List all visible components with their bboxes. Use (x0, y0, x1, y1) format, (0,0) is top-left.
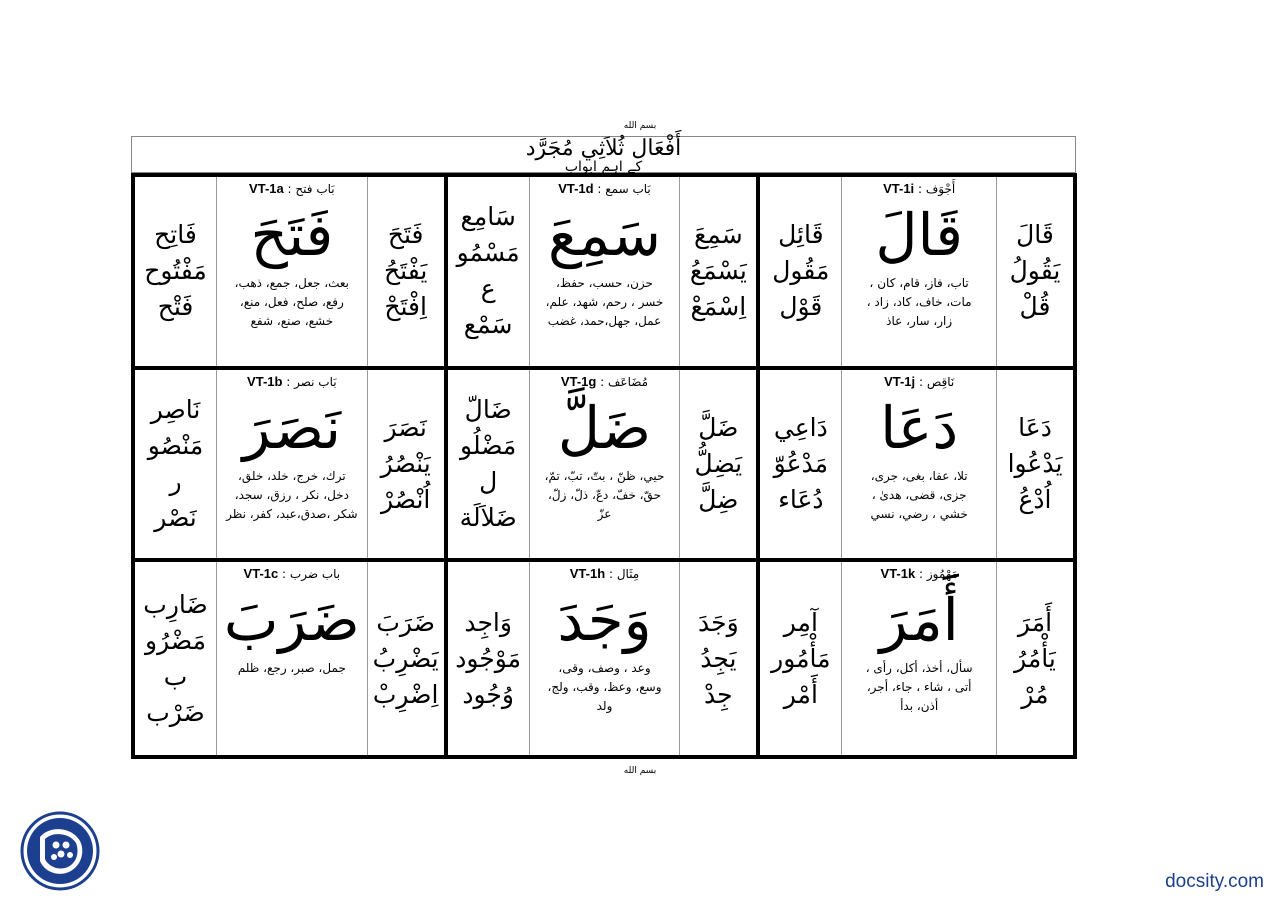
form-word: يَقُولُ (1009, 256, 1061, 286)
bab-root-word: ضَرَبَ (223, 586, 360, 655)
example-line: سأل، أخذ، أكل، رأى ، (865, 661, 973, 676)
form-word: قَالَ (1016, 220, 1054, 250)
basmala-top: بسم الله (623, 121, 657, 131)
bab-name: بَاب فتح (295, 182, 335, 196)
bab-main-column (217, 370, 368, 559)
bab-cell (760, 562, 1073, 755)
bab-root-word: سَمِعَ (548, 201, 661, 269)
example-line: خشي ، رضي، نسي (870, 506, 968, 521)
form-word: اِفْتَحْ (384, 292, 427, 322)
verb-forms (1014, 605, 1056, 713)
bab-heading (884, 374, 954, 389)
bab-cell (135, 370, 448, 563)
verb-forms (1008, 410, 1063, 518)
form-word: اِسْمَعْ (690, 292, 747, 322)
bab-examples (222, 467, 361, 524)
derived-forms (771, 605, 830, 713)
form-word: يَجِدُ (700, 643, 737, 673)
bab-heading (561, 374, 648, 389)
verb-forms-column (997, 370, 1073, 559)
bab-examples (863, 274, 976, 331)
bab-name: نَاقِص (926, 374, 955, 389)
example-line: حقّ، خفّ، دعّ، ذلّ، زلّ، (548, 487, 661, 502)
form-word: جِدْ (704, 679, 733, 709)
form-word: ضَالّ (464, 394, 512, 424)
bab-cell (760, 177, 1073, 370)
form-word: يَفْتَحُ (384, 256, 428, 286)
form-word: قُلْ (1019, 292, 1051, 322)
derived-forms (143, 587, 207, 731)
verb-forms (381, 410, 431, 518)
form-word: وَجَدَ (698, 607, 739, 637)
form-word: ضَرَبَ (376, 607, 435, 637)
bab-root-word: نَصَرَ (242, 393, 342, 462)
form-word: مَضْرُو (145, 625, 206, 655)
form-word: مُرْ (1021, 679, 1049, 709)
derived-forms-column (448, 177, 530, 366)
derived-forms-column (448, 562, 530, 755)
form-word: يَدْعُوا (1007, 448, 1063, 478)
form-word: ر (169, 466, 182, 496)
bab-name: مُضَاعَف (608, 374, 649, 389)
verb-forms-column (997, 562, 1073, 755)
bab-name: بَاب نصر (294, 374, 337, 389)
bab-root-word: قَالَ (875, 201, 963, 269)
bab-main-column (530, 370, 681, 559)
form-word: فَتَحَ (387, 220, 424, 250)
verb-forms (695, 410, 743, 518)
bab-cell (448, 562, 761, 755)
form-word: دَعَا (1018, 412, 1052, 442)
bab-root-word: ضَلَّ (557, 393, 652, 462)
form-word: يَضِلُّ (694, 448, 743, 478)
form-word: مَقُول (772, 256, 830, 286)
bab-main-column (530, 562, 681, 755)
example-line: جزى، قضى، هدىٰ ، (871, 487, 967, 502)
separator: : (915, 374, 927, 389)
basmala-bottom: بسم الله (623, 766, 657, 776)
form-word: يَضْرِبُ (372, 643, 439, 673)
example-line: شكر ،صدق،عبد، كفر، نظر (226, 506, 358, 521)
bab-main-column (842, 370, 997, 559)
form-word: ب (163, 661, 188, 691)
bab-heading (247, 374, 337, 389)
derived-forms (144, 217, 207, 325)
bab-cell (448, 370, 761, 563)
bab-code: VT-1j (884, 373, 916, 389)
form-word: أَمَرَ (1017, 607, 1053, 637)
form-word: دُعَاء (778, 484, 824, 514)
bab-cell (135, 177, 448, 370)
form-word: مَفْتُوح (144, 256, 207, 286)
verb-forms (384, 217, 427, 325)
example-line: بعث، جعل، جمع، ذهب، (234, 276, 349, 290)
example-line: حيي، ظنّ ، بتّ، تبّ، تمّ، (544, 468, 665, 483)
bab-heading (244, 566, 341, 581)
example-line: جمل، صبر، رجع، ظلم (237, 661, 346, 676)
form-word: ضَارِب (143, 589, 208, 619)
brand-link[interactable]: docsity.com (1165, 871, 1264, 892)
bab-examples (862, 659, 977, 716)
form-word: نَصَرَ (384, 412, 427, 442)
form-word: ضَلاَلَة (459, 502, 517, 532)
separator: : (593, 182, 606, 196)
form-word: فَتْح (157, 292, 194, 322)
derived-forms-column (135, 177, 217, 366)
page-subtitle: کے اہم ابواب (564, 159, 643, 175)
bab-code: VT-1k (880, 566, 916, 582)
bab-examples (543, 659, 665, 716)
form-word: مَنْصُو (147, 430, 204, 460)
form-word: مَأْمُور (771, 643, 831, 673)
derived-forms (774, 410, 828, 518)
form-word: ضَرْب (146, 697, 205, 727)
form-word: فَاتِح (154, 220, 197, 250)
separator: : (283, 182, 296, 196)
example-line: مات، خاف، كاد، زاد ، (866, 295, 972, 309)
verb-forms-column (680, 177, 756, 366)
title-box (131, 136, 1076, 173)
example-line: عزّ (597, 506, 612, 521)
derived-forms-column (135, 370, 217, 559)
verb-forms-column (997, 177, 1073, 366)
derived-forms-column (135, 562, 217, 755)
form-word: آمِر (783, 607, 818, 637)
bab-name: باب ضرب (289, 567, 341, 582)
form-word: اُنْصُرْ (380, 484, 431, 514)
form-word: مَسْمُو (456, 238, 520, 268)
separator: : (278, 567, 290, 582)
derived-forms-column (760, 562, 842, 755)
example-line: أتى ، شاء ، جاء، أجر، (866, 680, 972, 695)
bab-heading (883, 181, 955, 196)
example-line: أذن، بدأ (900, 699, 939, 714)
form-word: نَاصِر (150, 394, 201, 424)
example-line: زار، سار، عاذ (886, 314, 953, 328)
example-line: خسر ، رحم، شهد، علم، (545, 295, 664, 309)
verb-forms (1010, 217, 1061, 325)
verb-forms (698, 605, 739, 713)
form-word: ضَلَّ (698, 412, 739, 442)
bab-examples (231, 274, 353, 331)
bab-code: VT-1d (558, 181, 594, 196)
bab-cell (448, 177, 761, 370)
derived-forms (460, 392, 517, 536)
bab-name: مَهْمُوز (926, 567, 958, 582)
form-word: يَأْمُرُ (1014, 643, 1056, 673)
separator: : (596, 374, 608, 389)
verb-forms-column (368, 562, 444, 755)
bab-examples (542, 274, 668, 331)
bab-cell (135, 562, 448, 755)
example-line: حزن، حسب، حفظ، (556, 276, 653, 290)
derived-forms (455, 605, 521, 713)
form-word: قَائِل (778, 220, 824, 250)
bab-name: بَاب سمع (605, 182, 651, 196)
bab-root-word: أَمَرَ (879, 586, 959, 655)
bab-main-column (842, 562, 997, 755)
separator: : (915, 567, 927, 582)
form-word: مَدْعُوّ (773, 448, 829, 478)
example-line: دخل، نكر ، رزق، سجد، (234, 487, 349, 502)
verb-forms (690, 217, 747, 325)
verb-forms (373, 605, 439, 713)
bab-heading (249, 181, 335, 196)
verb-forms-column (680, 562, 756, 755)
form-word: وُجُود (462, 679, 514, 709)
bab-main-column (842, 177, 997, 366)
page-title: أَفْعَال ثُلاَثِي مُجَرَّد (525, 136, 682, 161)
bab-root-word: وَجَدَ (557, 586, 652, 655)
bab-root-word: فَتَحَ (250, 201, 334, 269)
docsity-logo-icon[interactable] (20, 811, 100, 891)
example-line: ولد (596, 699, 613, 714)
form-word: نَصْر (154, 502, 197, 532)
verb-forms-column (368, 370, 444, 559)
form-word: سَامِع (460, 202, 516, 232)
form-word: ضِلَّ (698, 484, 739, 514)
form-word: ل (479, 466, 498, 496)
bab-code: VT-1g (560, 373, 597, 389)
bab-heading (881, 566, 958, 581)
derived-forms (772, 217, 829, 325)
form-word: اُدْعُ (1018, 484, 1052, 514)
bab-name: أَجْوَف (925, 182, 956, 196)
form-word: مَضْلُو (460, 430, 517, 460)
bab-code: VT-1i (883, 181, 915, 196)
derived-forms (457, 199, 520, 343)
example-line: وعد ، وصف، وقى، (558, 661, 651, 676)
bab-examples (541, 467, 669, 524)
separator: : (914, 182, 926, 196)
derived-forms (148, 392, 204, 536)
bab-root-word: دَعَا (880, 393, 959, 462)
bab-main-column (217, 562, 368, 755)
bab-examples (234, 659, 350, 678)
derived-forms-column (448, 370, 530, 559)
bab-code: VT-1b (247, 373, 283, 389)
bab-code: VT-1c (243, 566, 279, 582)
verb-forms-column (368, 177, 444, 366)
bab-main-column (217, 177, 368, 366)
bab-heading (558, 181, 651, 196)
separator: : (282, 374, 295, 389)
example-line: خشع، صنع، شفع (250, 314, 334, 328)
bab-heading (570, 566, 640, 581)
example-line: تلا، عفا، بغى، جرى، (870, 468, 968, 483)
form-word: مَوْجُود (455, 643, 522, 673)
form-word: يَسْمَعُ (689, 256, 747, 286)
form-word: وَاجِد (464, 607, 512, 637)
babs-grid (131, 173, 1077, 759)
bab-main-column (530, 177, 681, 366)
form-word: اِضْرِبْ (372, 679, 439, 709)
bab-cell (760, 370, 1073, 563)
form-word: أَمْر (783, 679, 818, 709)
bab-code: VT-1h (569, 566, 606, 582)
form-word: دَاعِي (773, 412, 828, 442)
form-word: سَمْع (463, 310, 513, 340)
form-word: سَمِعَ (693, 220, 743, 250)
form-word: يَنْصُرُ (380, 448, 431, 478)
form-word: ع (480, 274, 496, 304)
example-line: رفع، صلح، فعل، منع، (239, 295, 344, 309)
bab-code: VT-1a (249, 181, 284, 196)
example-line: ترك، خرج، خلد، خلق، (238, 468, 346, 483)
form-word: قَوْل (779, 292, 823, 322)
example-line: تاب، فاز، قام، كان ، (869, 276, 969, 290)
bab-examples (866, 467, 971, 524)
derived-forms-column (760, 177, 842, 366)
verb-forms-column (680, 370, 756, 559)
bab-name: مِثَال (616, 567, 640, 582)
example-line: وسع، وعظ، وقب، ولج، (547, 680, 662, 695)
example-line: عمل، جهل،حمد، غضب (547, 314, 662, 328)
separator: : (605, 567, 617, 582)
derived-forms-column (760, 370, 842, 559)
